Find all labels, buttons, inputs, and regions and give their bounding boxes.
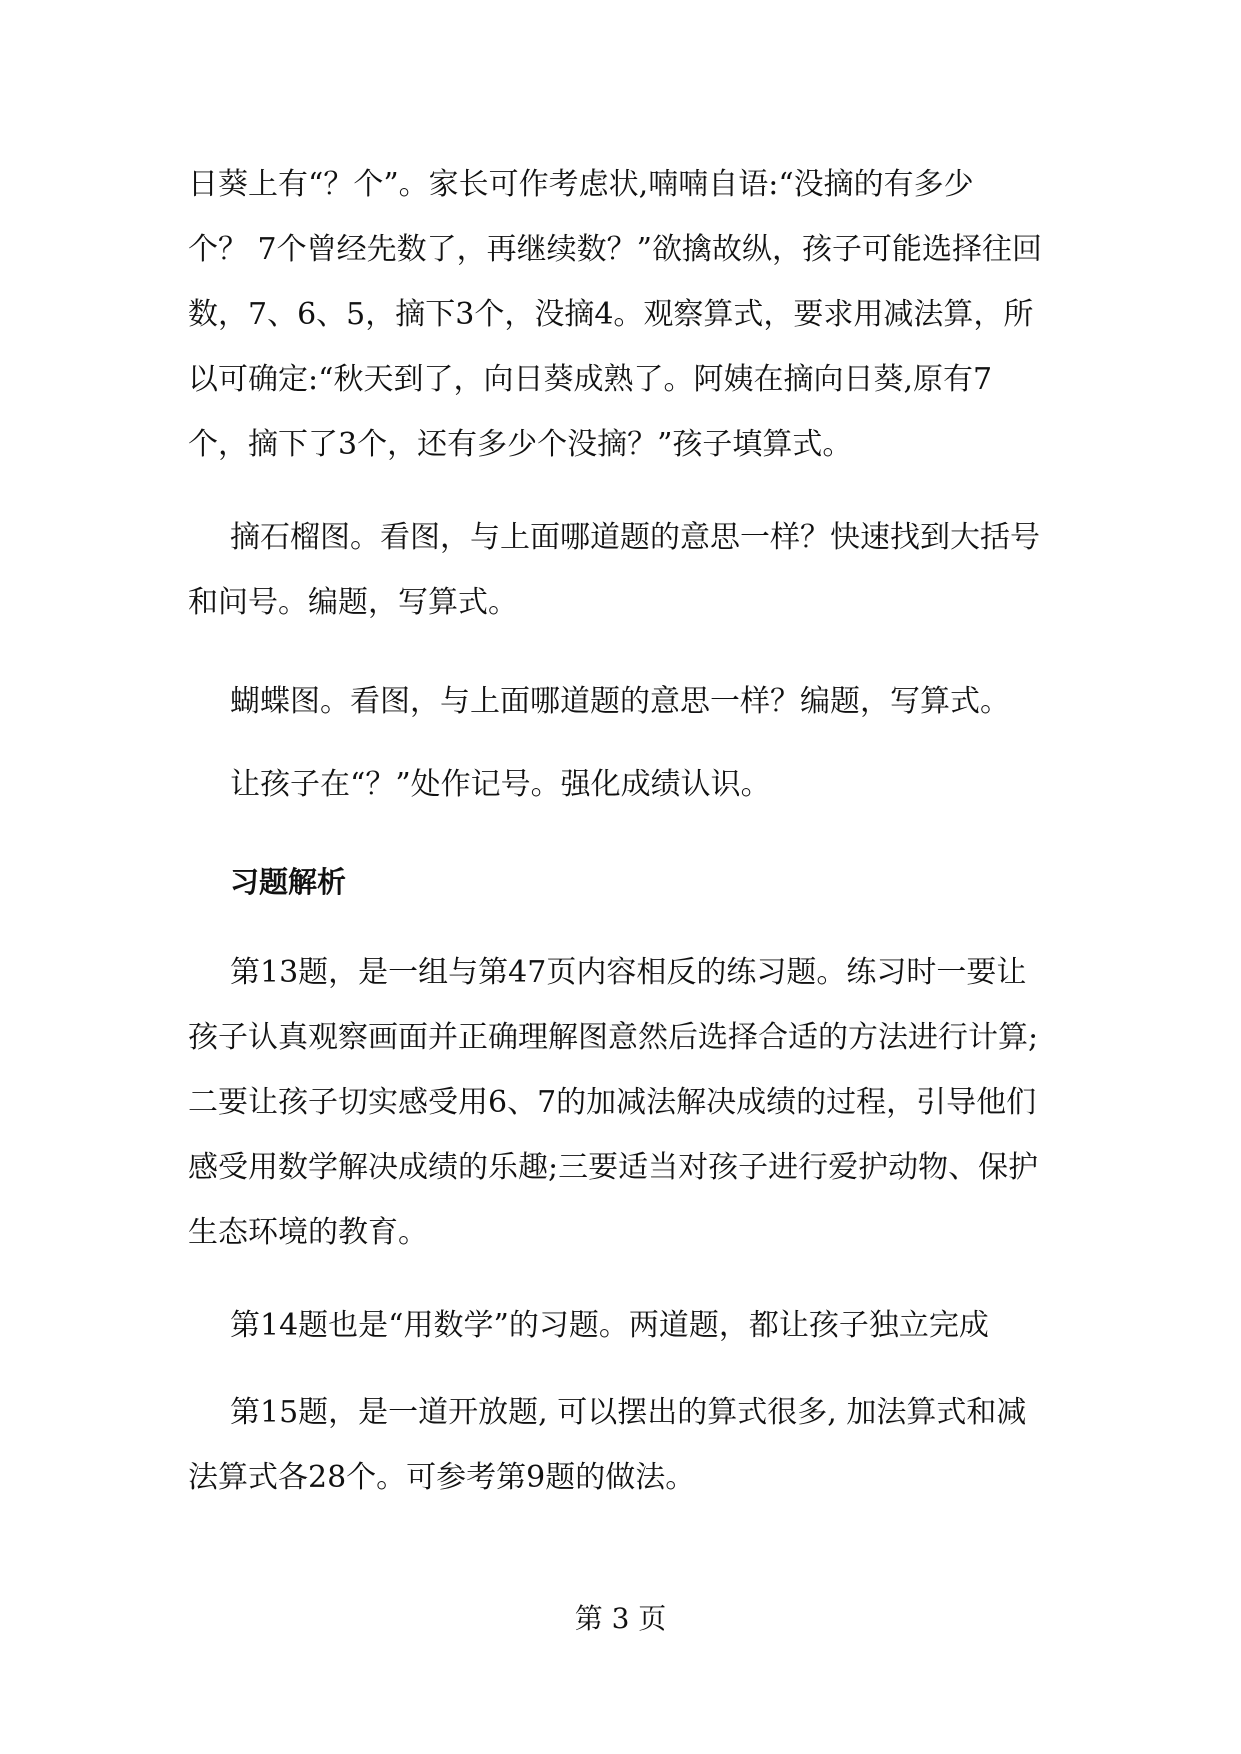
section-heading [188, 850, 1068, 915]
text-line: 个？ 7个曾经先数了，再继续数？”欲擒故纵，孩子可能选择往回 [188, 232, 1042, 267]
paragraph-butterfly [188, 669, 1068, 734]
paragraph-sunflower-explanation [188, 152, 1068, 477]
text-line: 感受用数学解决成绩的乐趣;三要适当对孩子进行爱护动物、保护 [188, 1150, 1039, 1185]
text-line: 和问号。编题，写算式。 [188, 585, 518, 620]
paragraph-exercise-13 [188, 940, 1068, 1265]
text-line: 蝴蝶图。看图，与上面哪道题的意思一样？编题，写算式。 [230, 684, 1010, 719]
paragraph-exercise-15 [188, 1380, 1068, 1510]
text-line: 日葵上有“？个”。家长可作考虑状,喃喃自语:“没摘的有多少 [188, 167, 974, 202]
heading-text: 习题解析 [230, 865, 347, 899]
page-number: 第 3 页 [574, 1602, 667, 1635]
text-line: 数，7、6、5，摘下3个，没摘4。观察算式，要求用减法算，所 [188, 297, 1034, 332]
paragraph-pomegranate [188, 505, 1068, 635]
text-line: 第15题，是一道开放题, 可以摆出的算式很多, 加法算式和减 [230, 1395, 1027, 1430]
text-line: 第14题也是“用数学”的习题。两道题，都让孩子独立完成 [230, 1308, 989, 1343]
text-line: 孩子认真观察画面并正确理解图意然后选择合适的方法进行计算; [188, 1020, 1039, 1055]
text-line: 以可确定:“秋天到了，向日葵成熟了。阿姨在摘向日葵,原有7 [188, 362, 993, 397]
paragraph-exercise-14 [188, 1293, 1068, 1358]
text-line: 法算式各28个。可参考第9题的做法。 [188, 1460, 696, 1495]
text-line: 让孩子在“？”处作记号。强化成绩认识。 [230, 767, 771, 802]
paragraph-question-mark [188, 752, 1068, 817]
page-number-footer [0, 1599, 1241, 1639]
text-line: 生态环境的教育。 [188, 1215, 428, 1250]
text-line: 第13题，是一组与第47页内容相反的练习题。练习时一要让 [230, 955, 1027, 990]
text-line: 个，摘下了3个，还有多少个没摘？”孩子填算式。 [188, 427, 853, 462]
text-line: 摘石榴图。看图，与上面哪道题的意思一样？快速找到大括号 [230, 520, 1040, 555]
text-line: 二要让孩子切实感受用6、7的加减法解决成绩的过程，引导他们 [188, 1085, 1037, 1120]
